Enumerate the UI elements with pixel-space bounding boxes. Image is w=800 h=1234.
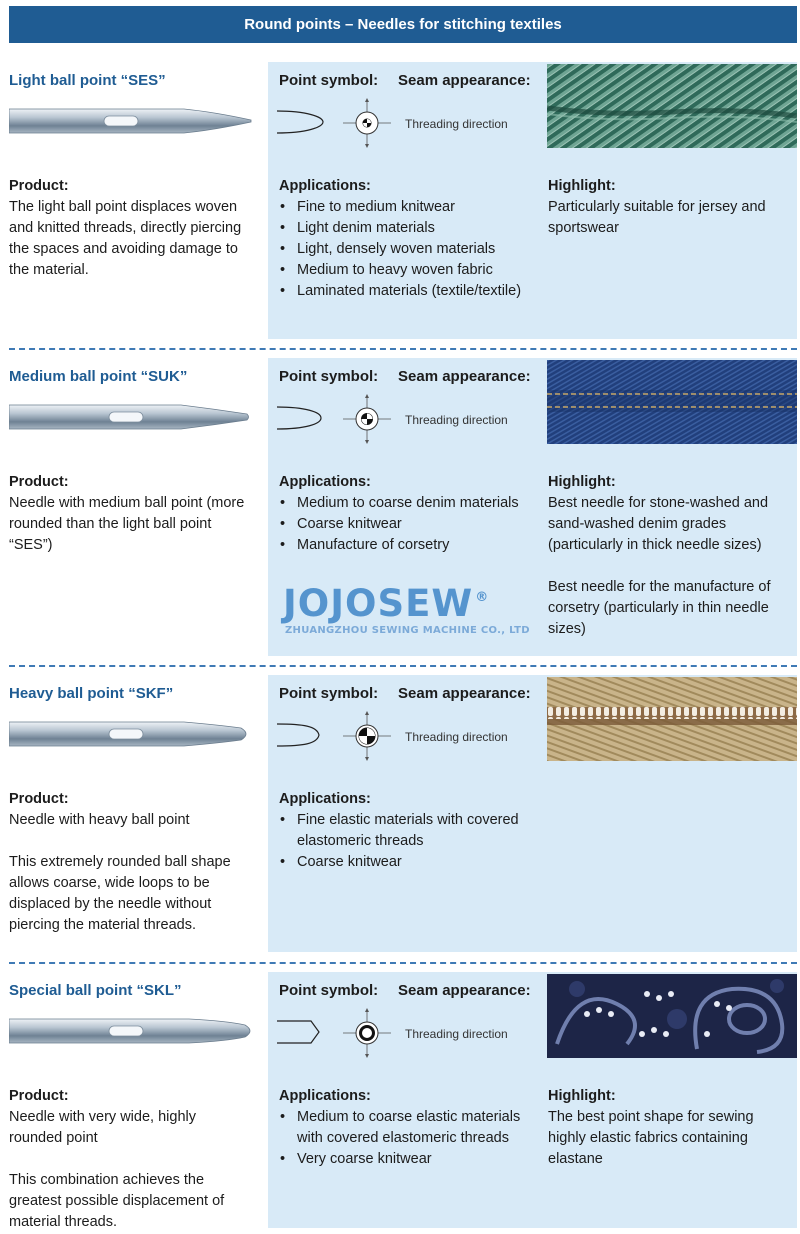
applications-heading: Applications: (279, 1088, 371, 1104)
highlight-text: Particularly suitable for jersey and sportswear (548, 199, 766, 236)
product-column (9, 1086, 249, 1233)
brand-watermark-logo (283, 584, 533, 644)
crosshair-target-icon (342, 1008, 392, 1058)
watermark-brand: JOJOSEW (283, 582, 474, 625)
page-header (9, 6, 797, 43)
point-shape-icon (277, 405, 327, 431)
threading-direction-label: Threading direction (405, 730, 508, 744)
paragraph-gap (9, 831, 249, 852)
section-title: Heavy ball point “SKF” (9, 685, 174, 702)
section-divider (9, 348, 797, 350)
point-shape-icon (277, 1019, 327, 1045)
section-suk (0, 358, 800, 656)
needle-image (9, 106, 253, 136)
needle-image (9, 719, 253, 749)
list-item: • Medium to coarse denim materials (279, 493, 541, 514)
list-item: • Fine to medium knitwear (279, 197, 541, 218)
threading-direction-label: Threading direction (405, 413, 508, 427)
seam-appearance-image (547, 677, 797, 761)
list-item: • Medium to coarse elastic materials with covered elastomeric threads (279, 1107, 541, 1149)
needle-image (9, 402, 253, 432)
product-heading: Product: (9, 1088, 69, 1104)
applications-column (279, 789, 541, 873)
point-symbol-label: Point symbol: (279, 368, 379, 385)
highlight-text: Best needle for the manufacture of corsetry (particularly in thin needle sizes) (548, 579, 771, 637)
list-item: • Laminated materials (textile/textile) (279, 281, 541, 302)
product-column (9, 176, 249, 281)
applications-heading: Applications: (279, 178, 371, 194)
product-text: This combination achieves the greatest possible displacement of material threads. (9, 1172, 225, 1230)
point-shape-icon (277, 722, 327, 748)
product-column (9, 472, 249, 556)
section-title: Light ball point “SES” (9, 72, 166, 89)
product-column (9, 789, 249, 936)
list-item: • Light denim materials (279, 218, 541, 239)
product-heading: Product: (9, 791, 69, 807)
applications-column (279, 1086, 541, 1170)
section-title: Medium ball point “SUK” (9, 368, 188, 385)
section-divider (9, 665, 797, 667)
product-text: Needle with very wide, highly rounded point (9, 1109, 196, 1146)
section-ses (0, 62, 800, 339)
seam-appearance-label: Seam appearance: (398, 368, 531, 385)
applications-column (279, 472, 541, 556)
list-item: • Very coarse knitwear (279, 1149, 541, 1170)
applications-heading: Applications: (279, 791, 371, 807)
seam-appearance-label: Seam appearance: (398, 685, 531, 702)
seam-appearance-image (547, 64, 797, 148)
watermark-company: ZHUANGZHOU SEWING MACHINE CO., LTD (285, 625, 530, 636)
highlight-heading: Highlight: (548, 474, 616, 490)
highlight-column (548, 1086, 793, 1170)
product-heading: Product: (9, 178, 69, 194)
product-text: This extremely rounded ball shape allows coarse, wide loops to be displaced by the needle without piercing the material threads. (9, 854, 231, 933)
crosshair-target-icon (342, 98, 392, 148)
seam-appearance-image (547, 360, 797, 444)
seam-appearance-image (547, 974, 797, 1058)
section-skl (0, 972, 800, 1228)
product-heading: Product: (9, 474, 69, 490)
list-item: • Light, densely woven materials (279, 239, 541, 260)
highlight-column (548, 472, 793, 640)
threading-direction-label: Threading direction (405, 1027, 508, 1041)
registered-mark: ® (475, 590, 490, 605)
highlight-heading: Highlight: (548, 178, 616, 194)
paragraph-gap (548, 556, 793, 577)
list-item: • Fine elastic materials with covered elastomeric threads (279, 810, 541, 852)
list-item: • Medium to heavy woven fabric (279, 260, 541, 281)
applications-list (279, 197, 541, 302)
highlight-text: Best needle for stone-washed and sand-washed denim grades (particularly in thick needle sizes) (548, 495, 769, 553)
point-symbol-label: Point symbol: (279, 72, 379, 89)
paragraph-gap (9, 1149, 249, 1170)
list-item: • Coarse knitwear (279, 852, 541, 873)
crosshair-target-icon (342, 711, 392, 761)
applications-list (279, 1107, 541, 1170)
page-title: Round points – Needles for stitching textiles (244, 16, 562, 33)
section-skf (0, 675, 800, 952)
list-item: • Coarse knitwear (279, 514, 541, 535)
product-text: The light ball point displaces woven and knitted threads, directly piercing the spaces and avoiding damage to the material. (9, 199, 242, 278)
section-divider (9, 962, 797, 964)
threading-direction-label: Threading direction (405, 117, 508, 131)
point-symbol-label: Point symbol: (279, 982, 379, 999)
point-symbol-label: Point symbol: (279, 685, 379, 702)
seam-appearance-label: Seam appearance: (398, 72, 531, 89)
crosshair-target-icon (342, 394, 392, 444)
applications-list (279, 493, 541, 556)
needle-image (9, 1016, 253, 1046)
highlight-column (548, 176, 793, 239)
applications-heading: Applications: (279, 474, 371, 490)
list-item: • Manufacture of corsetry (279, 535, 541, 556)
highlight-heading: Highlight: (548, 1088, 616, 1104)
section-title: Special ball point “SKL” (9, 982, 182, 999)
seam-appearance-label: Seam appearance: (398, 982, 531, 999)
product-text: Needle with medium ball point (more rounded than the light ball point “SES”) (9, 495, 245, 553)
point-shape-icon (277, 109, 327, 135)
applications-column (279, 176, 541, 302)
highlight-text: The best point shape for sewing highly elastic fabrics containing elastane (548, 1109, 754, 1167)
product-text: Needle with heavy ball point (9, 812, 190, 828)
applications-list (279, 810, 541, 873)
